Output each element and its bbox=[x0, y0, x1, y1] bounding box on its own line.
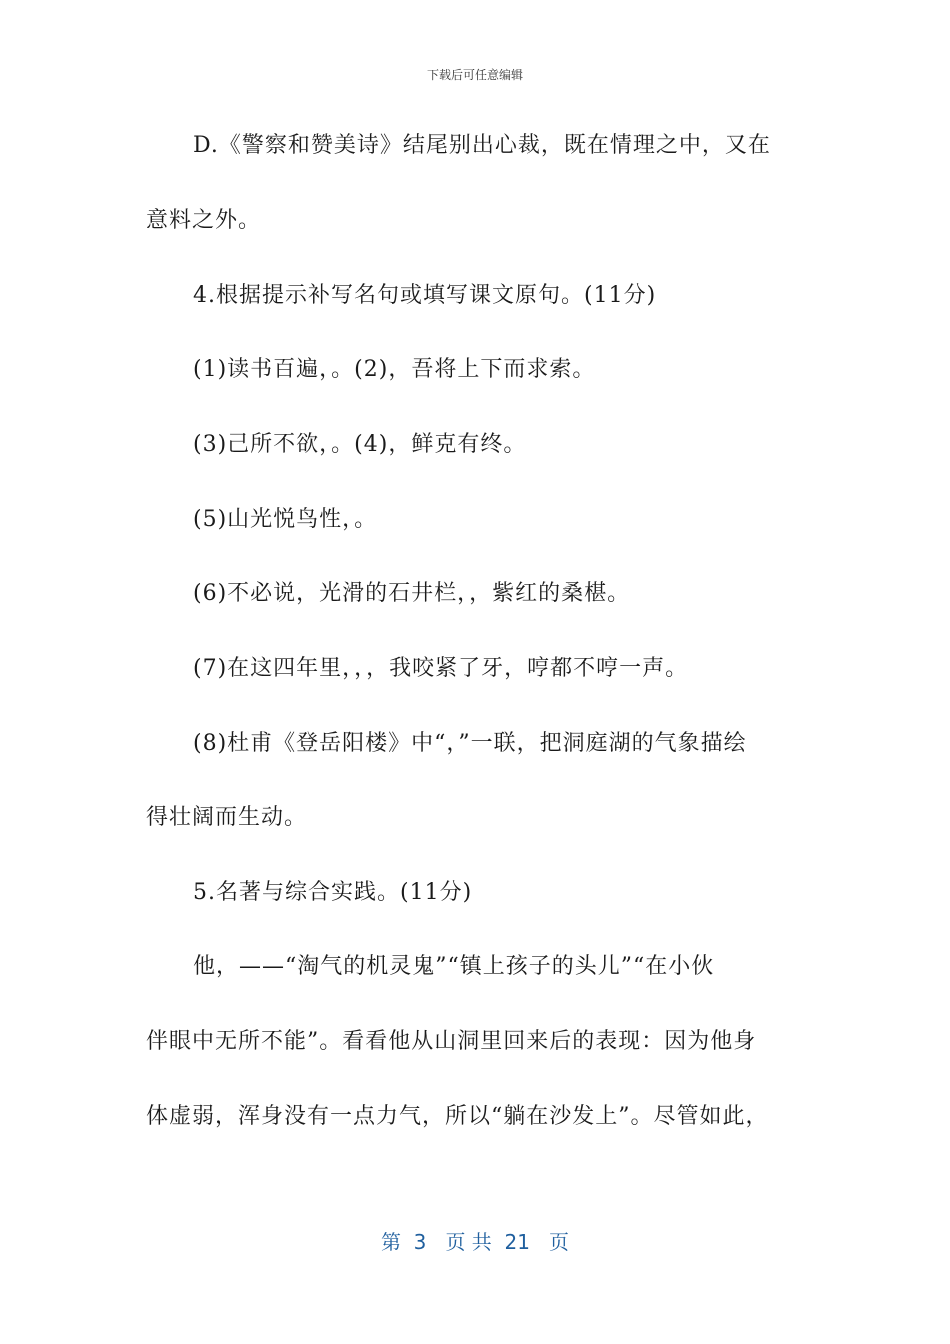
question-4-heading: 4.根据提示补写名句或填写课文原句。(11分) bbox=[193, 283, 657, 308]
paragraph-line-option-d-cont: 意料之外。 bbox=[146, 208, 262, 233]
question-4-item-7: (7)在这四年里，，，我咬紧了牙，哼都不哼一声。 bbox=[193, 656, 689, 681]
question-4-item-1-2: (1)读书百遍，。(2)，吾将上下而求索。 bbox=[193, 357, 596, 382]
question-4-item-6: (6)不必说，光滑的石井栏，，紫红的桑椹。 bbox=[193, 581, 631, 606]
page-number-footer: 第 3 页 共 21 页 bbox=[380, 1230, 570, 1254]
question-4-item-3-4: (3)己所不欲，。(4)，鲜克有终。 bbox=[193, 432, 527, 457]
question-5-paragraph-line-3: 体虚弱，浑身没有一点力气，所以“躺在沙发上”。尽管如此， bbox=[146, 1104, 769, 1129]
question-4-item-8: (8)杜甫《登岳阳楼》中“，”一联，把洞庭湖的气象描绘 bbox=[193, 731, 747, 756]
page-header: 下载后可任意编辑 bbox=[426, 68, 523, 82]
question-4-item-5: (5)山光悦鸟性，。 bbox=[193, 507, 378, 532]
paragraph-line-option-d: D.《警察和赞美诗》结尾别出心裁，既在情理之中，又在 bbox=[193, 133, 771, 158]
question-5-heading: 5.名著与综合实践。(11分) bbox=[193, 880, 473, 905]
question-4-item-8-cont: 得壮阔而生动。 bbox=[146, 805, 308, 830]
question-5-paragraph-line-1: 他，——“淘气的机灵鬼”“镇上孩子的头儿”“在小伙 bbox=[193, 954, 715, 979]
question-5-paragraph-line-2: 伴眼中无所不能”。看看他从山洞里回来后的表现：因为他身 bbox=[146, 1029, 757, 1054]
